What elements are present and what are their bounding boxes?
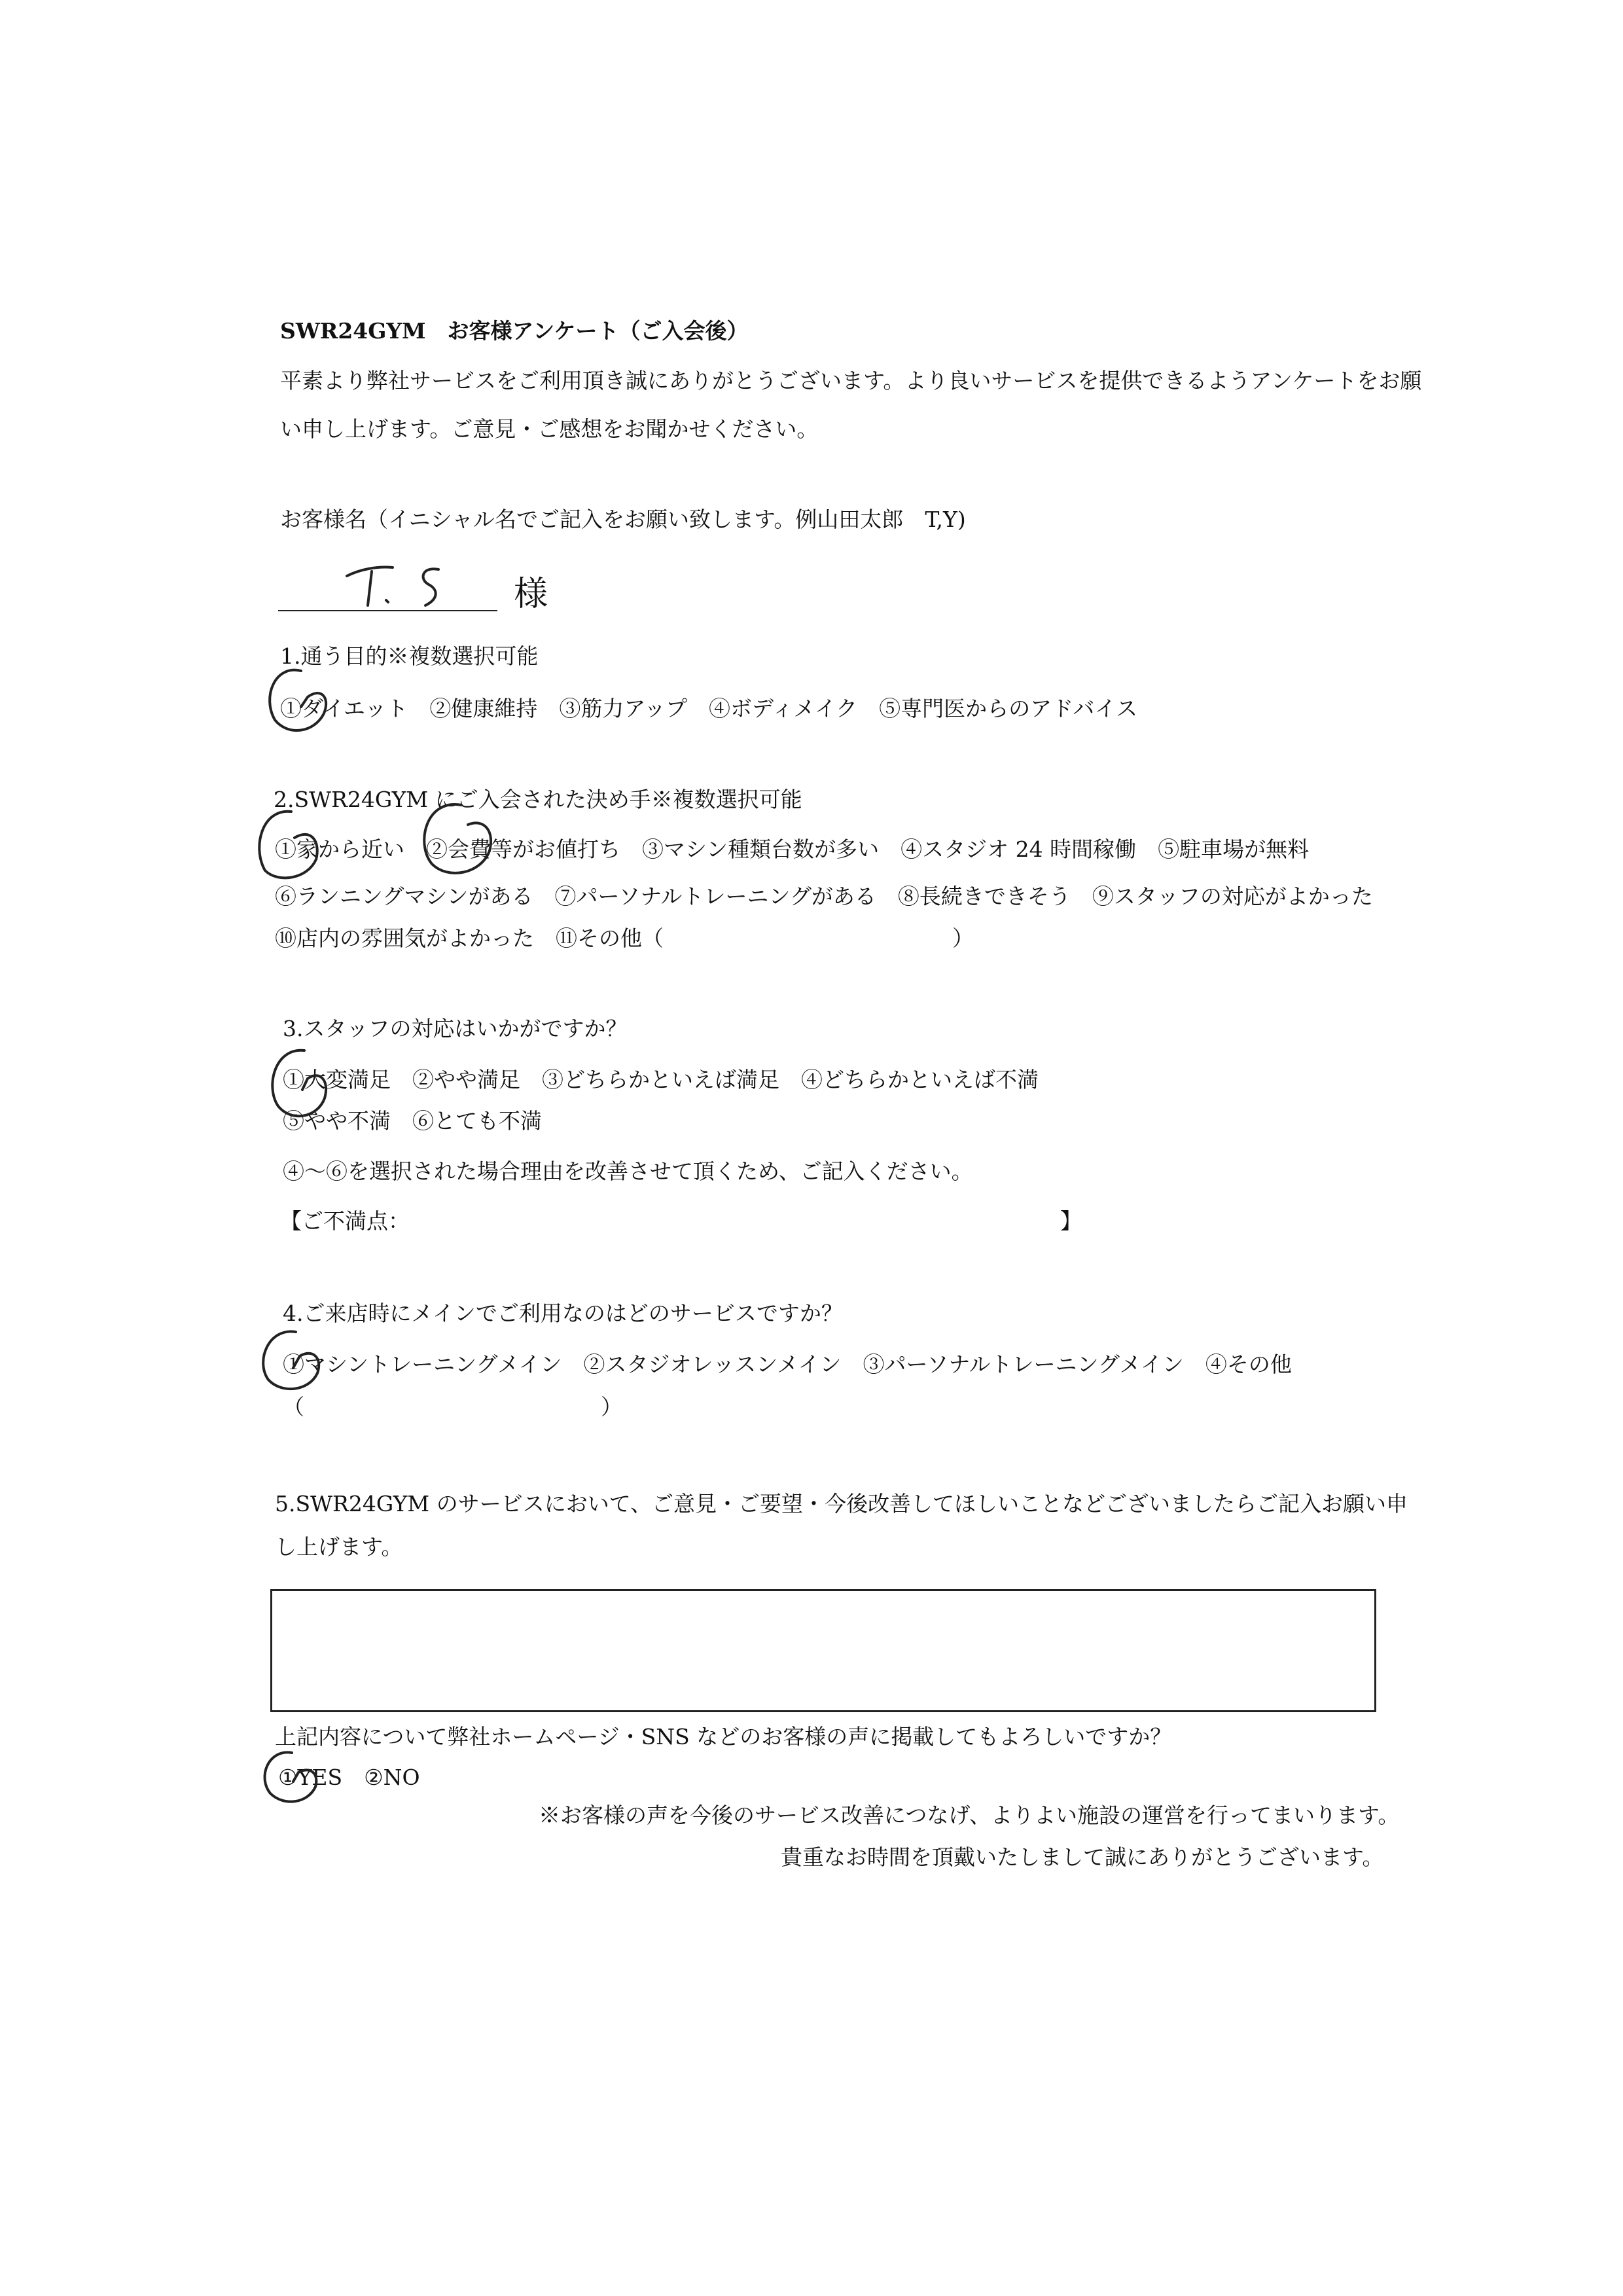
q1-question: 1.通う目的※複数選択可能: [280, 643, 539, 669]
q5-question-line-1: 5.SWR24GYM のサービスにおいて、ご意見・ご要望・今後改善してほしいことなどございましたらご記入お願い申: [275, 1491, 1408, 1516]
q2-question: 2.SWR24GYM にご入会された決め手※複数選択可能: [274, 787, 802, 812]
intro-line-1: 平素より弊社サービスをご利用頂き誠にありがとうございます。より良いサービスを提供できるようアンケートをお願: [280, 368, 1422, 393]
consent-question: 上記内容について弊社ホームページ・SNS などのお客様の声に掲載してもよろしいですか？: [275, 1724, 1172, 1749]
customer-name-label: お客様名（イニシャル名でご記入をお願い致します。例山田太郎 T,Y): [280, 507, 966, 532]
q4-other-close: ）: [601, 1394, 622, 1420]
q5-comment-box[interactable]: [270, 1589, 1376, 1712]
q2-options-line-1: ①家から近い ②会費等がお値打ち ③マシン種類台数が多い ④スタジオ 24 時間稼働 ⑤駐車場が無料: [275, 836, 1310, 862]
customer-honorific: 様: [514, 575, 548, 614]
q2-other-close: ）: [952, 925, 974, 951]
q2-circle-mark-2: [412, 792, 497, 884]
q3-circle-mark: [262, 1041, 334, 1126]
q2-circle-mark-1: [252, 802, 324, 887]
q1-circle-mark: [262, 661, 334, 740]
q3-options-line-2: ⑤やや不満 ⑥とても不満: [283, 1108, 542, 1134]
q3-dissatisfaction-label: 【ご不満点：: [280, 1208, 410, 1234]
q2-options-line-3: ⑩店内の雰囲気がよかった ⑪その他（: [275, 925, 664, 951]
q5-question-line-2: し上げます。: [275, 1534, 403, 1560]
q3-dissatisfaction-close: 】: [1060, 1208, 1082, 1234]
intro-line-2: い申し上げます。ご意見・ご感想をお聞かせください。: [280, 416, 819, 442]
page-title: SWR24GYM お客様アンケート（ご入会後）: [280, 318, 749, 344]
customer-name-line: [278, 610, 497, 611]
q2-options-line-2: ⑥ランニングマシンがある ⑦パーソナルトレーニングがある ⑧長続きできそう ⑨スタッフの対応がよかった: [275, 884, 1373, 909]
q3-options-line-1: ①大変満足 ②やや満足 ③どちらかといえば満足 ④どちらかといえば不満: [283, 1067, 1039, 1092]
consent-circle-mark: [254, 1741, 326, 1813]
q3-question: 3.スタッフの対応はいかがですか？: [283, 1016, 628, 1041]
closing-line-1: ※お客様の声を今後のサービス改善につなげ、よりよい施設の運営を行ってまいります。: [539, 1803, 1400, 1828]
closing-line-2: 貴重なお時間を頂戴いたしまして誠にありがとうございます。: [781, 1844, 1384, 1870]
handwritten-initials: [340, 553, 452, 612]
q4-other-open: （: [283, 1394, 304, 1420]
consent-options: ①YES ②NO: [278, 1765, 420, 1790]
q4-circle-mark: [255, 1322, 327, 1401]
q1-options: ①ダイエット ②健康維持 ③筋力アップ ④ボディメイク ⑤専門医からのアドバイス: [280, 696, 1138, 721]
q4-options: ①マシントレーニングメイン ②スタジオレッスンメイン ③パーソナルトレーニングメイン ④その他: [283, 1352, 1292, 1377]
q3-reason-prompt: ④～⑥を選択された場合理由を改善させて頂くため、ご記入ください。: [283, 1158, 973, 1184]
q4-question: 4.ご来店時にメインでご利用なのはどのサービスですか？: [283, 1300, 843, 1326]
